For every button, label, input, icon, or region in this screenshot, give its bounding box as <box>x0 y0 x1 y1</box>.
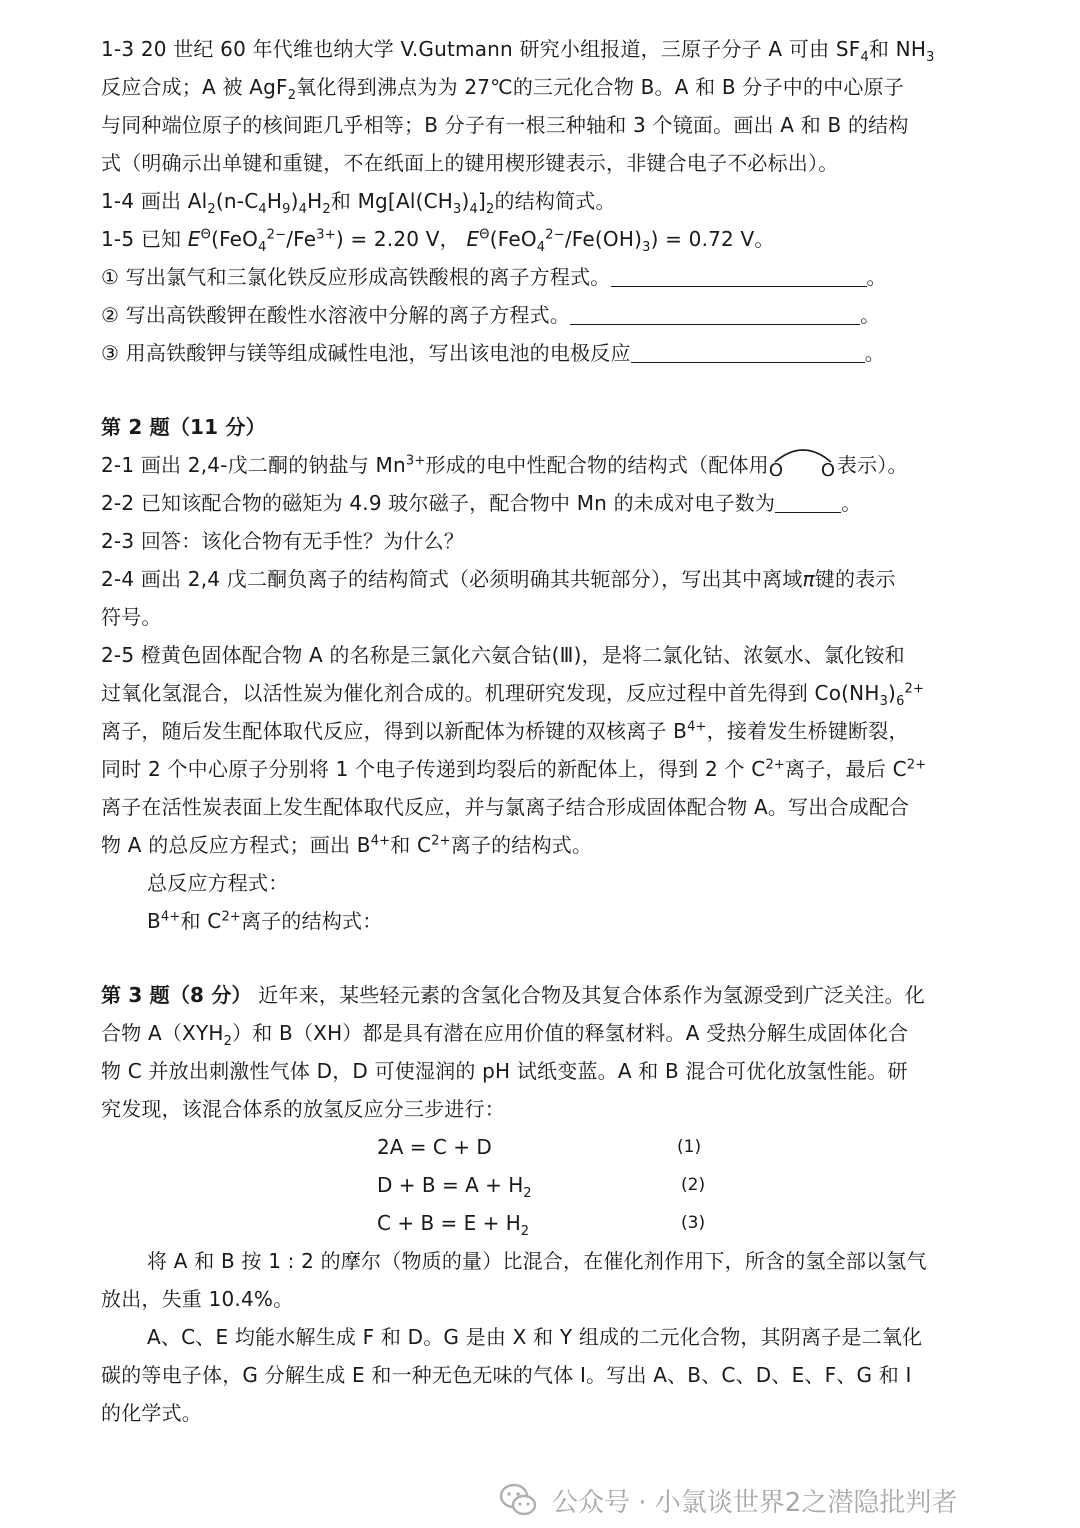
watermark-text: 公众号 · 小氯谈世界2之潜隐批判者 <box>552 1487 958 1518</box>
q1-4-line: 1-4 画出 $Al_2(n-C_4H_9)_4H_2$和 $Mg[Al(CH_3)_4]_2$的结构简式。 <box>101 189 616 217</box>
q1-5-line: 1-5 已知 $E^\Theta(FeO_4^{2-}/Fe^{3+}) = 2.20$ V， $E^\Theta(FeO_4^{2-}/Fe(OH)_3) = 0.72$ V。 <box>101 227 775 255</box>
ligand-arc-symbol: O O <box>769 450 837 476</box>
q2-5-line-6: 物 A 的总反应方程式；画出 $B^{4+}$和 $C^{2+}$离子的结构式。 <box>101 833 593 857</box>
q1-3-line-2: 反应合成；A 被 AgF$_2$氧化得到沸点为为 27℃的三元化合物 B。A 和 B 分子中的中心原子 <box>101 75 904 103</box>
watermark <box>498 1480 957 1520</box>
q3-line-5: 将 A 和 B 按 1 : 2 的摩尔（物质的量）比混合，在催化剂作用下，所含的氢全部以氢气 <box>147 1249 927 1273</box>
q1-3-line-4: 式（明确示出单键和重键，不在纸面上的键用楔形键表示，非键合电子不必标出）。 <box>101 151 839 175</box>
q3-line-1: 第 3 题（8 分） 近年来，某些轻元素的含氢化合物及其复合体系作为氢源受到广泛关注。化 <box>101 983 925 1007</box>
q3-line-8: 碳的等电子体，G 分解生成 E 和一种无色无味的气体 I。写出 A、B、C、D、E、F、G 和 I <box>101 1363 912 1387</box>
q2-1-line: 2-1 画出 2,4-戊二酮的钠盐与 $Mn^{3+}$形成的电中性配合物的结构式（配体用 O O 表示）。 <box>101 446 981 484</box>
answer-blank <box>775 490 841 513</box>
equation-3: $C + B = E + H_2$ (3) <box>377 1211 706 1239</box>
q2-title: 第 2 题（11 分） <box>101 415 266 439</box>
q3-line-6: 放出，失重 10.4%。 <box>101 1287 294 1311</box>
q3-line-4: 究发现，该混合体系的放氢反应分三步进行： <box>101 1097 505 1121</box>
q3-line-9: 的化学式。 <box>101 1401 202 1425</box>
q2-5-line-4: 同时 2 个中心原子分别将 1 个电子传递到均裂后的新配体上，得到 2 个 $C^{2+}$离子，最后 $C^{2+}$ <box>101 757 927 781</box>
q1-5-item-1: ① 写出氯气和三氯化铁反应形成高铁酸根的离子方程式。 。 <box>101 265 887 289</box>
q1-3-line-3: 与同种端位原子的核间距几乎相等；B 分子有一根三种轴和 3 个镜面。画出 A 和 B 的结构 <box>101 113 909 137</box>
q2-5-answer-label-1: 总反应方程式： <box>147 871 289 895</box>
q2-5-line-1: 2-5 橙黄色固体配合物 A 的名称是三氯化六氨合钴(Ⅲ)，是将二氯化钴、浓氨水、氯化铵和 <box>101 643 905 667</box>
q2-5-line-2: 过氧化氢混合，以活性炭为催化剂合成的。机理研究发现，反应过程中首先得到 $Co(NH_3)_6^{2+}$ <box>101 681 925 709</box>
q1-5-item-3: ③ 用高铁酸钾与镁等组成碱性电池，写出该电池的电极反应 。 <box>101 341 885 365</box>
q1-5-item-2: ② 写出高铁酸钾在酸性水溶液中分解的离子方程式。 。 <box>101 303 881 327</box>
q3-line-2: 合物 $A(XYH_2)$和 B（XH）都是具有潜在应用价值的释氢材料。A 受热分解生成固体化合 <box>101 1021 909 1049</box>
q3-line-3: 物 C 并放出刺激性气体 D，D 可使湿润的 pH 试纸变蓝。A 和 B 混合可优化放氢性能。研 <box>101 1059 908 1083</box>
answer-blank <box>570 302 860 325</box>
q2-5-line-5: 离子在活性炭表面上发生配体取代反应，并与氯离子结合形成固体配合物 A。写出合成配合 <box>101 795 910 819</box>
document-page <box>101 30 981 1432</box>
q2-5-line-3: 离子，随后发生配体取代反应，得到以新配体为桥键的双核离子 $B^{4+}$，接着发生桥键断裂， <box>101 719 909 743</box>
q2-4-line-2: 符号。 <box>101 605 162 629</box>
equation-2: $D + B = A + H_2$ (2) <box>377 1173 706 1201</box>
q2-3-line: 2-3 回答：该化合物有无手性？为什么？ <box>101 529 465 553</box>
q3-title: 第 3 题（8 分） <box>101 983 252 1007</box>
q2-2-line: 2-2 已知该配合物的磁矩为 4.9 玻尔磁子，配合物中 Mn 的未成对电子数为 。 <box>101 491 862 515</box>
equation-1: 2A = C + D (1) <box>377 1135 702 1159</box>
q3-line-7: A、C、E 均能水解生成 F 和 D。G 是由 X 和 Y 组成的二元化合物，其阴离子是二氧化 <box>147 1325 923 1349</box>
q2-5-answer-label-2: $B^{4+}$和 $C^{2+}$离子的结构式： <box>147 909 383 933</box>
answer-blank <box>631 340 865 363</box>
q2-4-line: 2-4 画出 2,4 戊二酮负离子的结构简式（必须明确其共轭部分），写出其中离域π键的表示 <box>101 567 896 591</box>
wechat-icon <box>498 1480 538 1520</box>
q1-3-line-1: 1-3 20 世纪 60 年代维也纳大学 V.Gutmann 研究小组报道，三原子分子 A 可由 $SF_4$和 $NH_3$ <box>101 37 935 65</box>
answer-blank <box>611 264 867 287</box>
